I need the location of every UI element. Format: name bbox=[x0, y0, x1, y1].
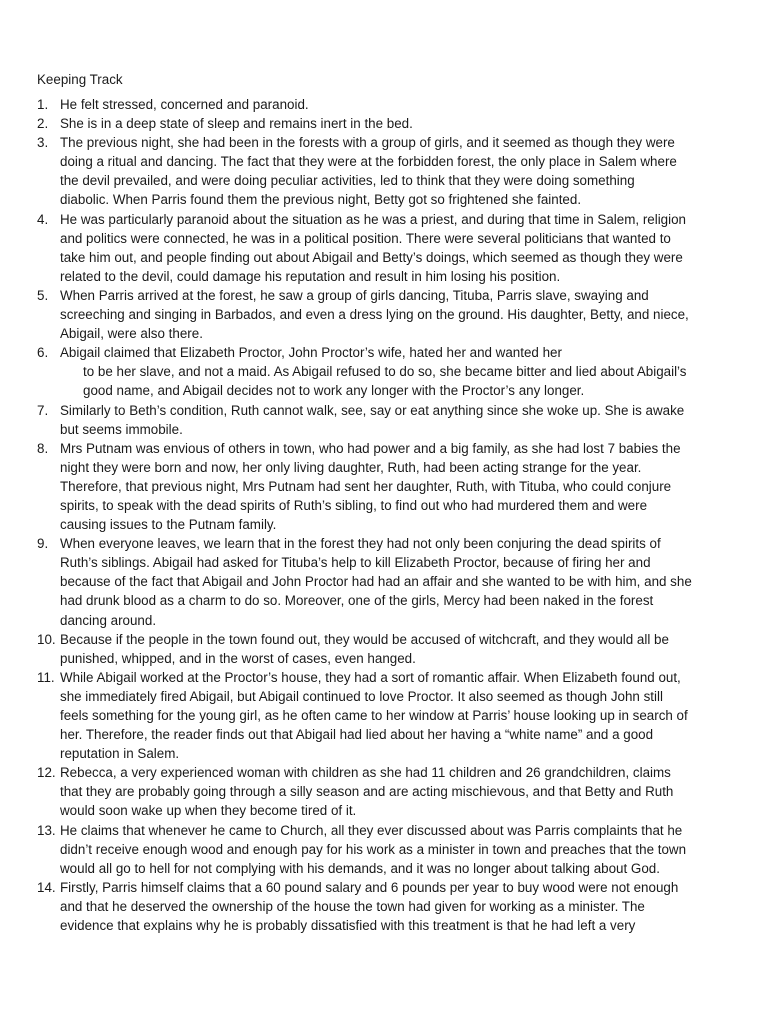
answer-text bbox=[60, 210, 737, 286]
answer-line: screeching and singing in Barbados, and even a dress lying on the ground. His daughter, Betty, and niece, bbox=[60, 307, 689, 323]
answer-line: would soon wake up when they become tired of it. bbox=[60, 803, 357, 819]
answer-line: Similarly to Beth’s condition, Ruth cannot walk, see, say or eat anything since she woke up. She is awake bbox=[60, 402, 685, 418]
answer-text bbox=[60, 878, 737, 935]
answer-line: dancing around. bbox=[60, 612, 157, 628]
answer-line: diabolic. When Parris found them the previous night, Betty got so frightened she fainted. bbox=[60, 192, 582, 208]
answer-line: related to the devil, could damage his reputation and result in him losing his position. bbox=[60, 268, 561, 284]
answer-line: good name, and Abigail decides not to work any longer with the Proctor’s any longer. bbox=[83, 383, 585, 399]
answer-number: 6. bbox=[37, 345, 49, 361]
answer-text bbox=[60, 114, 737, 133]
answer-line: her. Therefore, the reader finds out that Abigail had lied about her having a “white name” and a good bbox=[60, 727, 654, 743]
answer-line: Abigail claimed that Elizabeth Proctor, John Proctor’s wife, hated her and wanted her bbox=[60, 345, 562, 361]
answer-line: He was particularly paranoid about the situation as he was a priest, and during that time in Salem, religion bbox=[60, 211, 686, 227]
answer-text bbox=[60, 95, 737, 114]
answer-line: He claims that whenever he came to Church, all they ever discussed about was Parris complaints that he bbox=[60, 822, 683, 838]
answer-line: Abigail, were also there. bbox=[60, 326, 203, 342]
answer-item bbox=[37, 401, 737, 439]
answer-text bbox=[60, 401, 737, 439]
answer-line: When everyone leaves, we learn that in the forest they had not only been conjuring the dead spirits of bbox=[60, 536, 661, 552]
answer-line: causing issues to the Putnam family. bbox=[60, 517, 277, 533]
answer-item bbox=[37, 878, 737, 935]
answer-line: Ruth’s siblings. Abigail had asked for Tituba’s help to kill Elizabeth Proctor, because of firing her and bbox=[60, 555, 651, 571]
answer-text bbox=[60, 343, 737, 400]
answer-line: Firstly, Parris himself claims that a 60 pound salary and 6 pounds per year to buy wood were not enough bbox=[60, 879, 679, 895]
answer-line: take him out, and people finding out about Abigail and Betty’s doings, which seemed as though they were bbox=[60, 249, 683, 265]
answer-item bbox=[37, 114, 737, 133]
answer-number: 7. bbox=[37, 402, 49, 418]
answer-number: 3. bbox=[37, 135, 49, 151]
answer-line: spirits, to speak with the dead spirits of Ruth’s sibling, to find out who had murdered them and were bbox=[60, 497, 648, 513]
document-title: Keeping Track bbox=[37, 72, 123, 87]
answer-line: evidence that explains why he is probably dissatisfied with this treatment is that he had left a very bbox=[60, 918, 636, 934]
answer-list bbox=[37, 95, 737, 935]
answer-text bbox=[60, 630, 737, 668]
answer-line: Therefore, that previous night, Mrs Putnam had sent her daughter, Ruth, with Tituba, who could conjure bbox=[60, 478, 672, 494]
answer-item bbox=[37, 534, 737, 629]
answer-item bbox=[37, 668, 737, 763]
answer-line: While Abigail worked at the Proctor’s house, they had a sort of romantic affair. When Elizabeth found out, bbox=[60, 669, 681, 685]
answer-text bbox=[60, 668, 737, 763]
answer-line: Rebecca, a very experienced woman with children as she had 11 children and 26 grandchildren, claims bbox=[60, 765, 671, 781]
answer-item bbox=[37, 343, 737, 400]
answer-number: 13. bbox=[37, 822, 56, 838]
answer-line: The previous night, she had been in the forests with a group of girls, and it seemed as though they were bbox=[60, 135, 675, 151]
answer-line: She is in a deep state of sleep and remains inert in the bed. bbox=[60, 116, 413, 132]
answer-item bbox=[37, 821, 737, 878]
answer-line: didn’t receive enough wood and enough pay for his work as a minister in town and preaches that the town bbox=[60, 841, 687, 857]
answer-number: 8. bbox=[37, 440, 49, 456]
answer-item bbox=[37, 133, 737, 209]
answer-line: When Parris arrived at the forest, he saw a group of girls dancing, Tituba, Parris slave, swaying and bbox=[60, 287, 649, 303]
answer-line: feels something for the young girl, as he often came to her window at Parris’ house looking up in search of bbox=[60, 708, 688, 723]
answer-item bbox=[37, 95, 737, 114]
answer-text bbox=[60, 133, 737, 209]
answer-line: and that he deserved the ownership of the house the town had given for working as a minister. The bbox=[60, 898, 645, 914]
answer-number: 2. bbox=[37, 116, 49, 132]
answer-line: to be her slave, and not a maid. As Abigail refused to do so, she became bitter and lied about Abigail’s bbox=[83, 364, 687, 380]
answer-line: the devil prevailed, and were doing peculiar activities, led to think that they were doing something bbox=[60, 173, 635, 189]
answer-line: Because if the people in the town found out, they would be accused of witchcraft, and they would all be bbox=[60, 631, 669, 647]
answer-item bbox=[37, 439, 737, 534]
answer-text bbox=[60, 763, 737, 820]
answer-line: doing a ritual and dancing. The fact that they were at the forbidden forest, the only place in Salem where bbox=[60, 154, 677, 170]
answer-line: punished, whipped, and in the worst of cases, even hanged. bbox=[60, 650, 416, 666]
answer-line: she immediately fired Abigail, but Abigail continued to love Proctor. It also seemed as though John still bbox=[60, 688, 663, 704]
answer-item bbox=[37, 210, 737, 286]
answer-number: 14. bbox=[37, 879, 56, 895]
answer-text bbox=[60, 439, 737, 534]
answer-line: because of the fact that Abigail and John Proctor had had an affair and she wanted to be with him, and she bbox=[60, 574, 692, 590]
answer-line: would all go to hell for not complying with his demands, and it was no longer about talking about God. bbox=[60, 860, 660, 876]
answer-line: He felt stressed, concerned and paranoid. bbox=[60, 97, 309, 112]
answer-line: Mrs Putnam was envious of others in town, who had power and a big family, as she had lost 7 babies the bbox=[60, 440, 681, 456]
answer-text bbox=[60, 821, 737, 878]
answer-number: 10. bbox=[37, 631, 56, 647]
answer-line: night they were born and now, her only living daughter, Ruth, had been acting strange for the year. bbox=[60, 459, 642, 475]
answer-line: that they are probably going through a silly season and are acting mischievous, and that Betty and Ruth bbox=[60, 784, 674, 800]
answer-line: reputation in Salem. bbox=[60, 746, 180, 762]
answer-number: 1. bbox=[37, 97, 49, 112]
answer-number: 5. bbox=[37, 287, 49, 303]
answer-line: but seems immobile. bbox=[60, 421, 183, 437]
answer-number: 12. bbox=[37, 765, 56, 781]
answer-text bbox=[60, 286, 737, 343]
answer-item bbox=[37, 630, 737, 668]
answer-number: 9. bbox=[37, 536, 49, 552]
answer-item bbox=[37, 286, 737, 343]
answer-line: and politics were connected, he was in a political position. There were several politicians that wanted to bbox=[60, 230, 671, 246]
answer-number: 4. bbox=[37, 211, 49, 227]
answer-line: had drunk blood as a charm to do so. Moreover, one of the girls, Mercy had been naked in the forest bbox=[60, 593, 654, 609]
answer-number: 11. bbox=[37, 669, 55, 685]
answer-item bbox=[37, 763, 737, 820]
answer-text bbox=[60, 534, 737, 629]
